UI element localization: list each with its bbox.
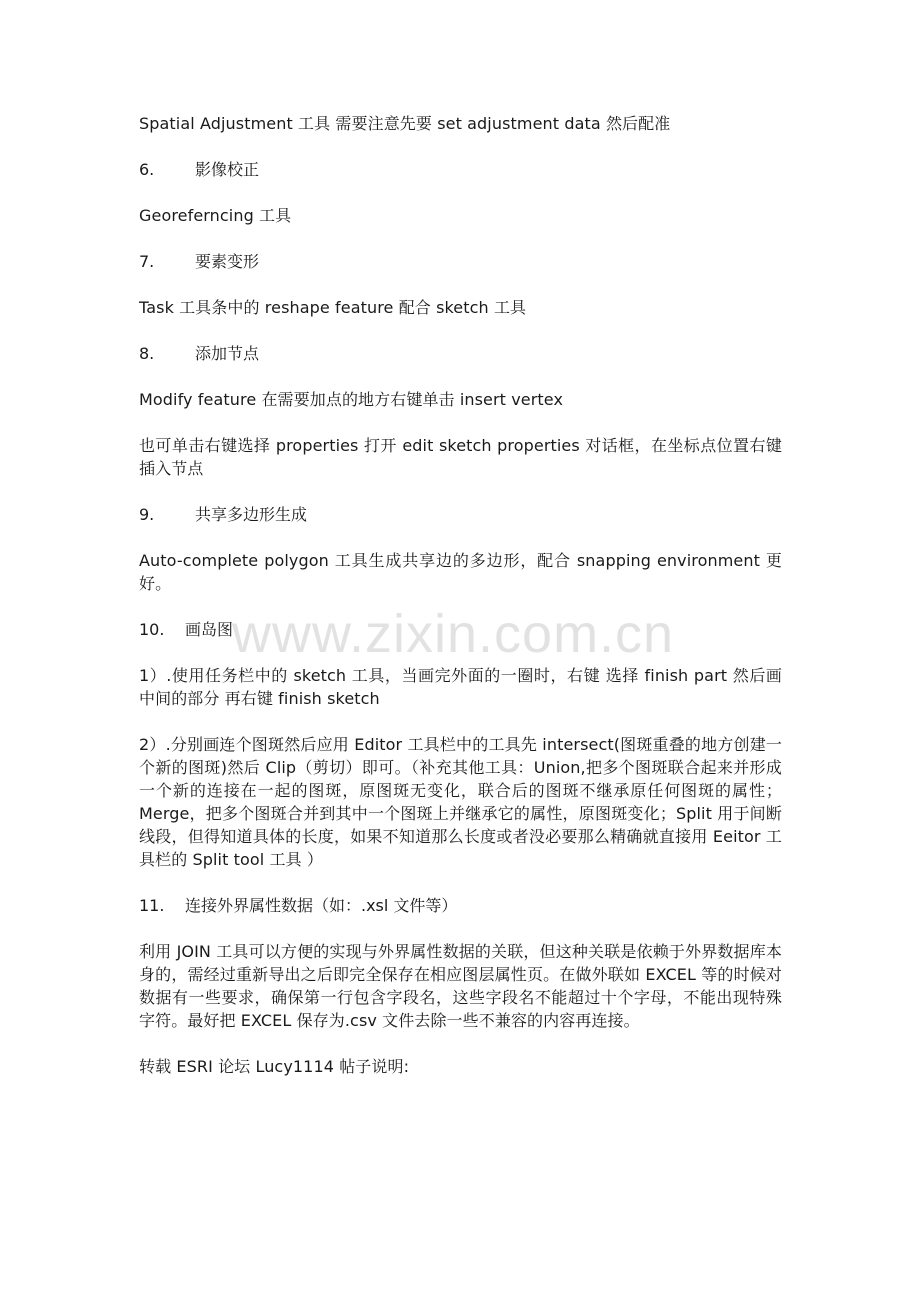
heading-number: 7. bbox=[139, 252, 155, 271]
heading-6 bbox=[139, 158, 782, 181]
paragraph-auto-complete: Auto-complete polygon 工具生成共享边的多边形，配合 snapping environment 更好。 bbox=[139, 551, 782, 593]
heading-text: 共享多边形生成 bbox=[195, 505, 308, 524]
document-body bbox=[139, 112, 782, 1078]
heading-7 bbox=[139, 250, 782, 273]
paragraph-join: 利用 JOIN 工具可以方便的实现与外界属性数据的关联，但这种关联是依赖于外界数据库本身的，需经过重新导出之后即完全保存在相应图层属性页。在做外联如 EXCEL 等的时候对数据有一些要求，确保第一行包含字段名，这些字段名不能超过十个字母，不能出现特殊字符。最好把 EXCEL 保存为.csv 文件去除一些不兼容的内容再连接。 bbox=[139, 942, 782, 1030]
heading-text: 影像校正 bbox=[195, 160, 260, 179]
heading-10 bbox=[139, 618, 782, 641]
heading-number: 11. bbox=[139, 896, 165, 915]
paragraph-island-step-1: 1）.使用任务栏中的 sketch 工具，当画完外面的一圈时，右键 选择 finish part 然后画中间的部分 再右键 finish sketch bbox=[139, 666, 782, 708]
paragraph-island-step-2: 2）.分别画连个图斑然后应用 Editor 工具栏中的工具先 intersect(图斑重叠的地方创建一个新的图斑)然后 Clip（剪切）即可。（补充其他工具：Union,把多个图斑联合起来并形成一个新的连接在一起的图斑，原图斑无变化，联合后的图斑不继承原任何图斑的属性；Merge，把多个图斑合并到其中一个图斑上并继承它的属性，原图斑变化；Split 用于间断线段，但得知道具体的长度，如果不知道那么长度或者没必要那么精确就直接用 Eeitor 工具栏的 Split tool 工具 ） bbox=[139, 735, 782, 869]
heading-text: 连接外界属性数据（如：.xsl 文件等） bbox=[185, 896, 458, 915]
heading-8 bbox=[139, 342, 782, 365]
paragraph-spatial-adjustment: Spatial Adjustment 工具 需要注意先要 set adjustment data 然后配准 bbox=[139, 114, 671, 133]
watermark: www.zixin.com.cn bbox=[232, 604, 675, 664]
heading-number: 10. bbox=[139, 620, 165, 639]
paragraph-modify-feature: Modify feature 在需要加点的地方右键单击 insert vertex bbox=[139, 390, 564, 409]
heading-text: 画岛图 bbox=[185, 620, 234, 639]
heading-9 bbox=[139, 503, 782, 526]
heading-11 bbox=[139, 894, 782, 917]
heading-number: 6. bbox=[139, 160, 155, 179]
heading-text: 添加节点 bbox=[195, 344, 260, 363]
paragraph-source-note: 转载 ESRI 论坛 Lucy1114 帖子说明: bbox=[139, 1057, 410, 1076]
heading-number: 9. bbox=[139, 505, 155, 524]
heading-number: 8. bbox=[139, 344, 155, 363]
paragraph-georeferencing: Georeferncing 工具 bbox=[139, 206, 292, 225]
paragraph-properties: 也可单击右键选择 properties 打开 edit sketch properties 对话框，在坐标点位置右键插入节点 bbox=[139, 436, 782, 478]
heading-text: 要素变形 bbox=[195, 252, 260, 271]
paragraph-reshape: Task 工具条中的 reshape feature 配合 sketch 工具 bbox=[139, 298, 527, 317]
